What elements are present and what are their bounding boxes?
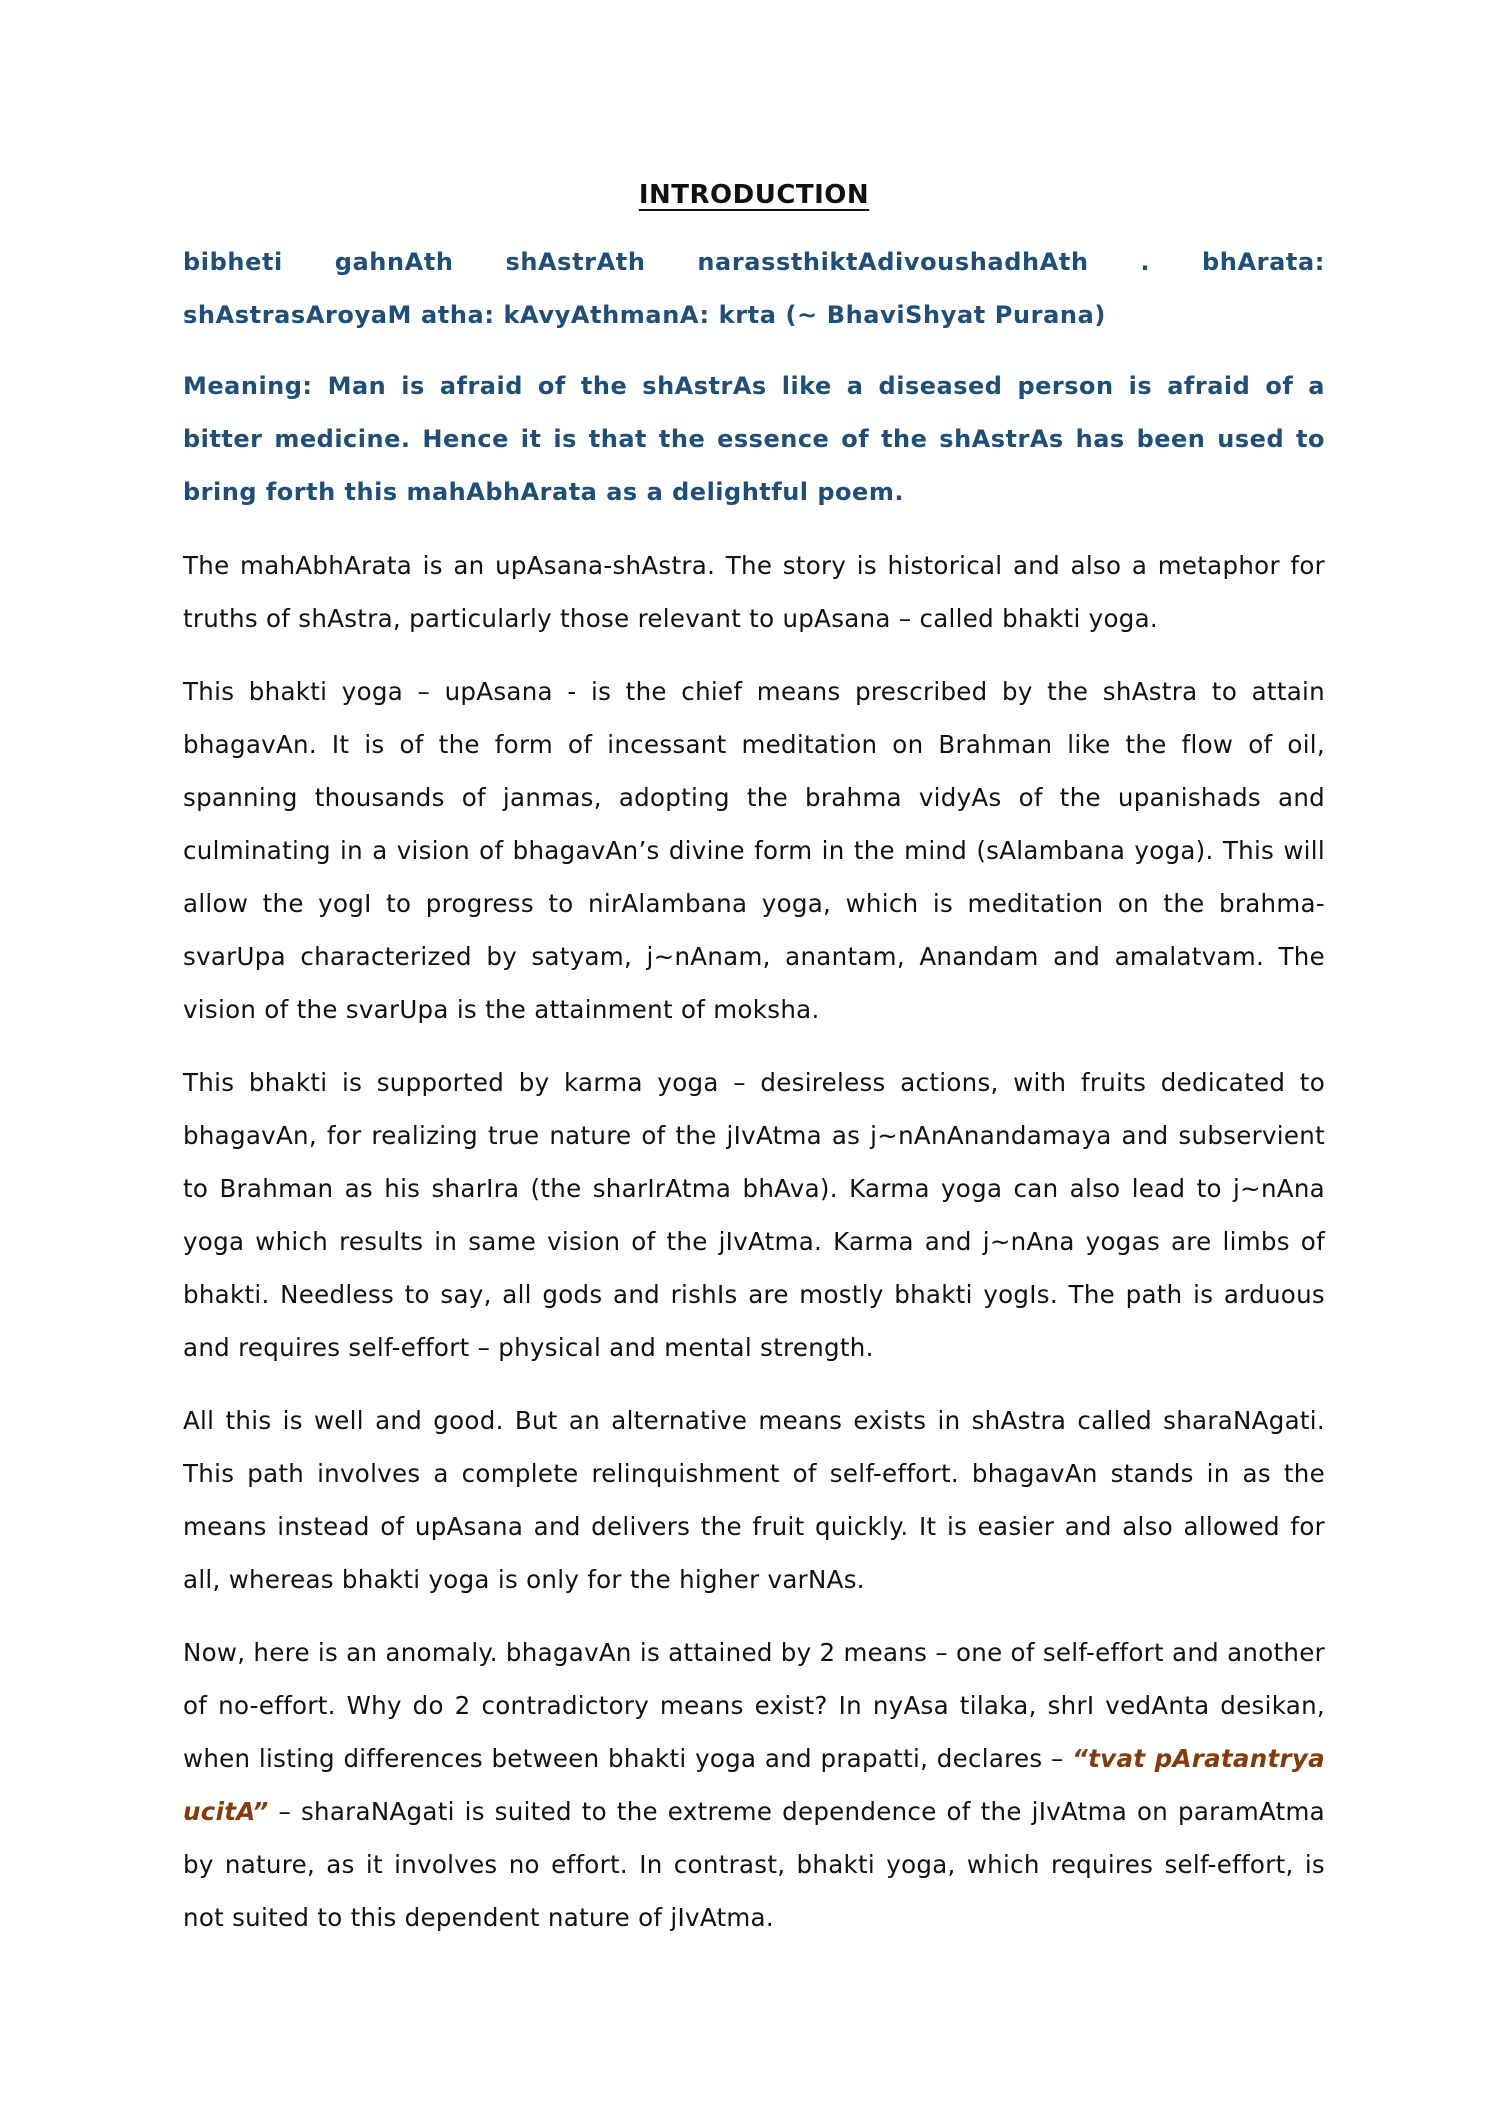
paragraph: This bhakti is supported by karma yoga – desireless actions, with fruits dedicated to bhagavAn, for realizing true nature of the jIvAtma as j~nAnAnandamaya and subservient to Brahman as his sharIra (the sharIrAtma bhAva). Karma yoga can also lead to j~nAna yoga which results in same vision of the jIvAtma. Karma and j~nAna yogas are limbs of bhakti. Needless to say, all gods and rishIs are mostly bhakti yogIs. The path is arduous and requires self-effort – physical and mental strength.: [183, 1068, 1325, 1362]
verse-word: narassthiktAdivoushadhAth: [697, 248, 1089, 276]
paragraph: All this is well and good. But an alternative means exists in shAstra called sharaNAgati. This path involves a complete relinquishment of self-effort. bhagavAn stands in as the means instead of upAsana and delivers the fruit quickly. It is easier and also allowed for all, whereas bhakti yoga is only for the higher varNAs.: [183, 1406, 1325, 1594]
verse-line-2: shAstrasAroyaM atha: kAvyAthmanA: krta (~ BhaviShyat Purana): [183, 301, 1106, 329]
paragraph-with-quote: [183, 1626, 1325, 1944]
verse-word: bibheti: [183, 248, 283, 276]
document-page: [183, 180, 1325, 1964]
verse-word: gahnAth: [334, 248, 454, 276]
verse-word: .: [1140, 248, 1151, 276]
paragraph: The mahAbhArata is an upAsana-shAstra. The story is historical and also a metaphor for truths of shAstra, particularly those relevant to upAsana – called bhakti yoga.: [183, 551, 1325, 633]
verse-line-1: [183, 236, 1325, 289]
paragraph-text: – sharaNAgati is suited to the extreme dependence of the jIvAtma on paramAtma by nature, as it involves no effort. In contrast, bhakti yoga, which requires self-effort, is not suited to this dependent nature of jIvAtma.: [183, 1797, 1325, 1932]
verse-meaning: Meaning: Man is afraid of the shAstrAs like a diseased person is afraid of a bitter medicine. Hence it is that the essence of the shAstrAs has been used to bring forth this mahAbhArata as a delightful poem.: [183, 372, 1325, 506]
quoted-phrase: “tvat pAratantrya ucitA”: [183, 1744, 1325, 1826]
verse-word: shAstrAth: [505, 248, 646, 276]
paragraph-text: Now, here is an anomaly. bhagavAn is attained by 2 means – one of self-effort and another of no-effort. Why do 2 contradictory means exist? In nyAsa tilaka, shrI vedAnta desikan, when listing differences between bhakti yoga and prapatti, declares –: [183, 1638, 1325, 1773]
sanskrit-verse: [183, 236, 1325, 342]
paragraph: This bhakti yoga – upAsana - is the chief means prescribed by the shAstra to attain bhagavAn. It is of the form of incessant meditation on Brahman like the flow of oil, spanning thousands of janmas, adopting the brahma vidyAs of the upanishads and culminating in a vision of bhagavAn’s divine form in the mind (sAlambana yoga). This will allow the yogI to progress to nirAlambana yoga, which is meditation on the brahma-svarUpa characterized by satyam, j~nAnam, anantam, Anandam and amalatvam. The vision of the svarUpa is the attainment of moksha.: [183, 677, 1325, 1024]
page-title: INTRODUCTION: [638, 180, 870, 210]
verse-word: bhArata:: [1202, 248, 1325, 276]
